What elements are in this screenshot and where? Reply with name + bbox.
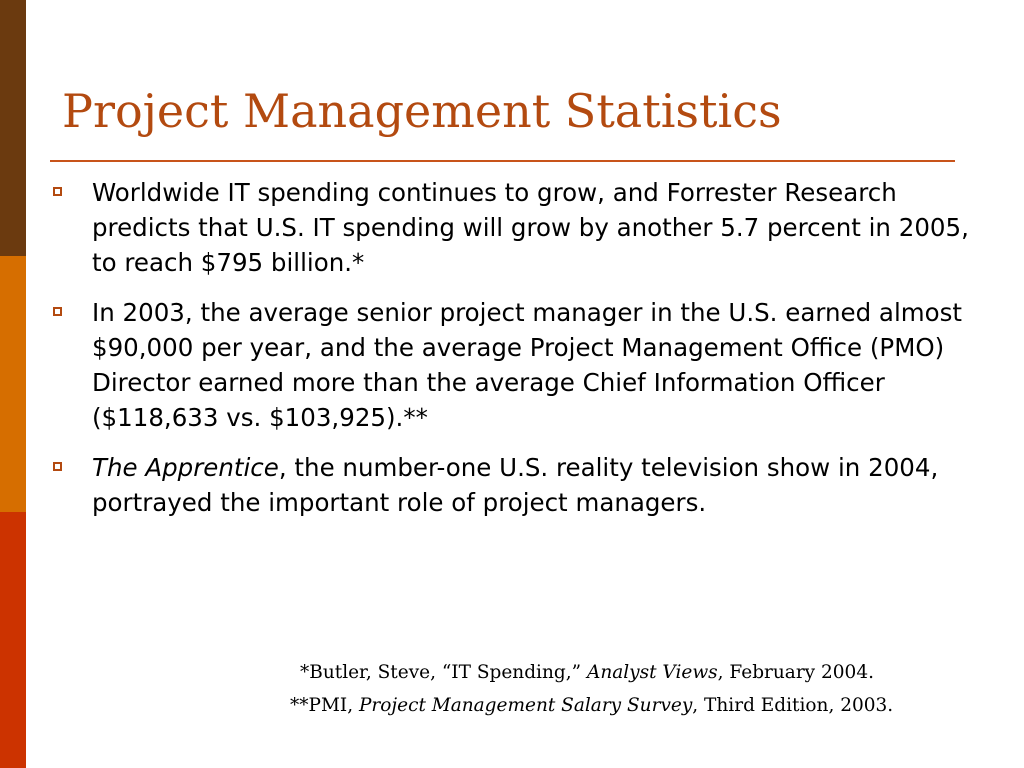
bullet-item [50,450,975,520]
footnote-text: *Butler, Steve, “IT Spending,” [300,662,587,683]
square-bullet-icon [53,307,62,316]
footnote-text: , February 2004. [717,662,874,683]
footnote-publication: Project Management Salary Survey [358,695,693,716]
bullet-text: Worldwide IT spending continues to grow, and Forrester Research predicts that U.S. IT spending will grow by another 5.7 percent in 2005, to reach $795 billion.* [92,178,969,277]
slide-title: Project Management Statistics [62,84,782,138]
bullet-item [50,295,975,435]
footnote-publication: Analyst Views [586,662,718,683]
bullet-list [50,175,975,535]
footnote [250,656,1010,689]
footnote [250,689,1010,722]
square-bullet-icon [53,462,62,471]
footnote-text: , Third Edition, 2003. [692,695,894,716]
decorative-bar-top [0,0,26,256]
decorative-bar-middle [0,256,26,512]
square-bullet-icon [53,187,62,196]
bullet-item [50,175,975,280]
title-divider [50,160,955,162]
bullet-text: In 2003, the average senior project manager in the U.S. earned almost $90,000 per year, and the average Project Management Office (PMO) Director earned more than the average Chief Information Officer ($118,633 vs. $103,925).** [92,298,962,432]
bullet-text: , the number-one U.S. reality television show in 2004, portrayed the important role of project managers. [92,453,939,517]
footnotes [250,656,1010,722]
show-title: The Apprentice [92,453,279,482]
decorative-bar-bottom [0,512,26,768]
footnote-text: **PMI, [290,695,359,716]
